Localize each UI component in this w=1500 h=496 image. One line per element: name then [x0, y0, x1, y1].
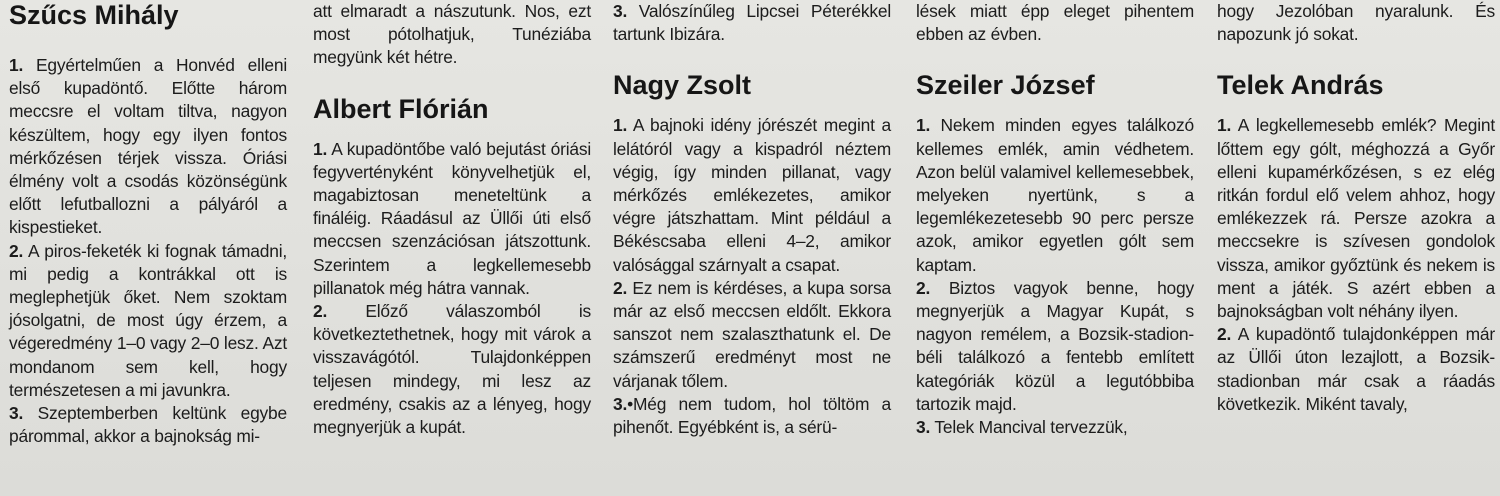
- answer-text: A piros-feketék ki fognak támadni, mi pedig a kontrákkal ott is meglephetjük őket. Nem szoktam jósolgatni, de most úgy érzem, a végeredmény 1–0 vagy 2–0 lesz. Azt mondanom sem kell, hogy természetesen a mi javunkra.: [9, 240, 287, 400]
- answer-paragraph: [9, 402, 287, 448]
- answer-paragraph: [613, 277, 891, 393]
- column-3: [613, 0, 891, 439]
- answer-text: Nekem minden egyes találkozó kellemes emlék, amin védhetem. Azon belül valamivel kellemesebbek, melyeken nyertünk, s a legemlékezetesebb 90 perc persze azok, amikor egyetlen gólt sem kaptam.: [916, 115, 1194, 275]
- answer-paragraph: [916, 0, 1194, 46]
- answer-paragraph: [1217, 114, 1495, 323]
- answer-paragraph: [613, 114, 891, 276]
- answer-paragraph: [1217, 323, 1495, 416]
- spacer: [916, 46, 1194, 70]
- column-5: [1217, 0, 1495, 416]
- spacer: [1217, 46, 1495, 70]
- answer-text: Szeptemberben keltünk egybe párommal, akkor a bajnokság mi-: [9, 403, 287, 447]
- question-number: 3.: [613, 393, 628, 414]
- spacer: [313, 124, 591, 138]
- spacer: [9, 30, 287, 54]
- answer-text: Ez nem is kérdéses, a kupa sorsa már az első meccsen eldőlt. Ekkora sanszot nem szalaszthatunk el. De számszerű eredményt most ne várjanak tőlem.: [613, 277, 891, 391]
- question-number: 1.: [313, 138, 328, 159]
- interviewee-name-heading: Szeiler József: [916, 70, 1095, 101]
- spacer: [613, 46, 891, 70]
- answer-text: Telek Mancival tervezzük,: [930, 417, 1128, 438]
- answer-text: A legkellemesebb emlék? Megint lőttem egy gólt, méghozzá a Győr elleni kupamérkőzésen, s ez elég ritkán fordul elő velem ahhoz, hogy emlékezzek rá. Persze azokra a meccsekre is szívesen gondolok vissza, amikor győztünk és nekem is ment a játék. S azért ebben a bajnokságban volt néhány ilyen.: [1217, 115, 1495, 322]
- spacer: [313, 70, 591, 94]
- interviewee-name-heading: Szűcs Mihály: [9, 0, 179, 30]
- answer-text: A kupadöntőbe való bejutást óriási fegyvertényként könyvelhetjük el, magabiztosan meneteltünk a fináléig. Ráadásul az Üllői úti első meccsen szenzációsan játszottunk. Szerintem a legkellemesebb pillanatok még hátra vannak.: [313, 138, 591, 298]
- answer-text: Valószínűleg Lipcsei Péterékkel tartunk Ibizára.: [613, 1, 891, 45]
- answer-paragraph: [613, 393, 891, 439]
- answer-paragraph: [9, 54, 287, 240]
- answer-text: A bajnoki idény jórészét megint a lelátóról vagy a kispadról néztem végig, így minden pillanat, vagy mérkőzés emlékezetes, amikor végre játszhattam. Mint például a Békéscsaba elleni 4–2, amikor valósággal szárnyalt a csapat.: [613, 115, 891, 275]
- question-number: 2.: [1217, 324, 1232, 345]
- answer-paragraph: [613, 0, 891, 46]
- question-number: 1.: [1217, 115, 1232, 136]
- spacer: [613, 100, 891, 114]
- answer-paragraph: [916, 416, 1194, 439]
- answer-paragraph: [916, 114, 1194, 276]
- answer-paragraph: [916, 277, 1194, 416]
- question-number: 1.: [916, 115, 931, 136]
- question-number: 3.: [9, 403, 24, 424]
- question-number: 2.: [313, 301, 328, 322]
- question-number: 3.: [613, 1, 628, 21]
- column-1: [9, 0, 287, 448]
- question-number: 2.: [613, 277, 628, 298]
- answer-text: lések miatt épp eleget pihentem ebben az évben.: [916, 1, 1194, 45]
- question-number: 1.: [9, 55, 24, 75]
- answer-text: Biztos vagyok benne, hogy megnyerjük a Magyar Kupát, s nagyon remélem, a Bozsik-stadion-béli találkozó a fentebb említett kategóriák közül a legutóbbiba tartozik majd.: [916, 277, 1194, 414]
- spacer: [916, 100, 1194, 114]
- answer-paragraph: [313, 0, 591, 70]
- question-number: 3.: [916, 417, 931, 438]
- answer-text: A kupadöntő tulajdonképpen már az Üllői úton lezajlott, a Bozsik- stadionban már csak a ráadás következik. Miként tavaly,: [1217, 324, 1495, 414]
- answer-text: •Még nem tudom, hol töltöm a pihenőt. Egyébként is, a sérü-: [613, 393, 891, 438]
- question-number: 2.: [916, 277, 931, 298]
- answer-paragraph: [313, 138, 591, 300]
- interviewee-name-heading: Nagy Zsolt: [613, 70, 752, 101]
- column-4: [916, 0, 1194, 439]
- answer-paragraph: [1217, 0, 1495, 46]
- question-number: 2.: [9, 240, 24, 261]
- answer-paragraph: [9, 240, 287, 402]
- answer-text: hogy Jezolóban nyaralunk. És napozunk jó sokat.: [1217, 1, 1495, 45]
- interviewee-name-heading: Albert Flórián: [313, 93, 489, 124]
- interviewee-name-heading: Telek András: [1217, 70, 1384, 101]
- answer-text: Egyértelműen a Honvéd elleni első kupadöntő. Előtte három meccsre el voltam tiltva, nagyon készültem, hogy egy ilyen fontos mérkőzésen térjek vissza. Óriási élmény volt a csodás közönségünk előtt lefutballozni a pályáról a kispestieket.: [9, 55, 287, 238]
- answer-paragraph: [313, 300, 591, 439]
- column-2: [313, 0, 591, 439]
- question-number: 1.: [613, 115, 628, 136]
- spacer: [1217, 100, 1495, 114]
- answer-text: Előző válaszomból is következtethetnek, hogy mit várok a visszavágótól. Tulajdonképpen teljesen mindegy, mi lesz az eredmény, csakis az a lényeg, hogy megnyerjük a kupát.: [313, 301, 591, 438]
- answer-text: att elmaradt a nászutunk. Nos, ezt most pótolhatjuk, Tunéziába megyünk két hétre.: [313, 1, 591, 68]
